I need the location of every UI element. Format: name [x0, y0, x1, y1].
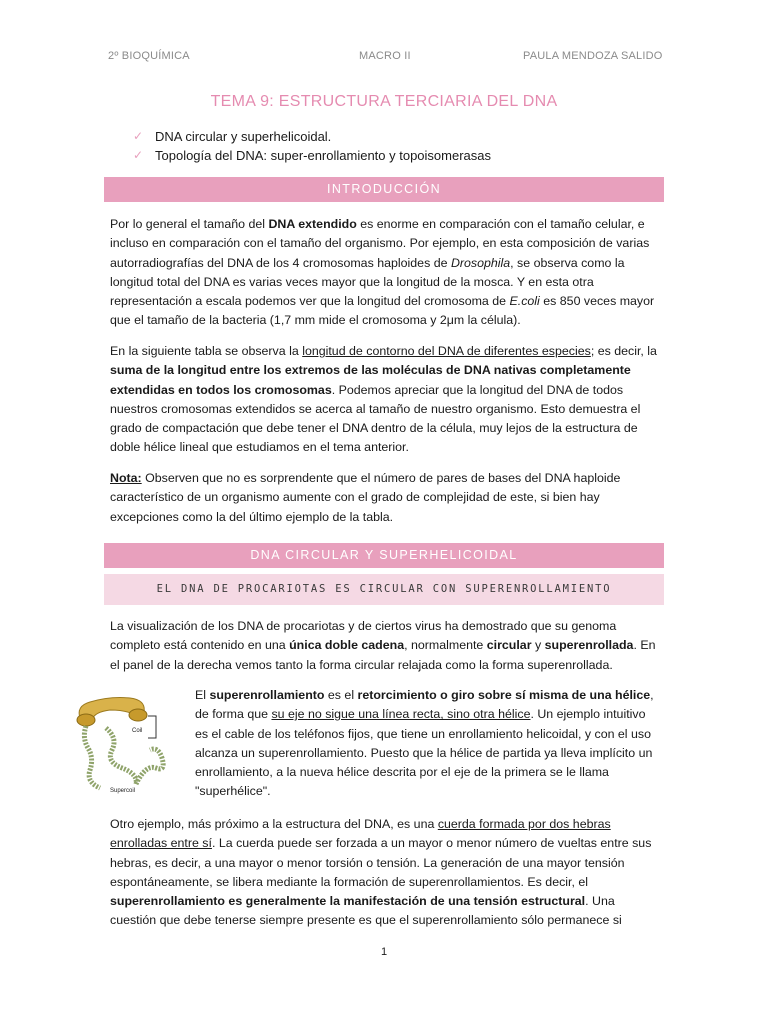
coil-label: Coil [132, 728, 143, 734]
checkmark-icon: ✓ [133, 129, 144, 143]
section-heading-intro: INTRODUCCIÓN [104, 177, 664, 202]
header-course: 2º BIOQUÍMICA [108, 50, 190, 62]
paragraph-intro-size: Por lo general el tamaño del DNA extendido es enorme en comparación con el tamaño celular, e incluso en comparación con el tamaño del organismo. Por ejemplo, en esta composición de varias autorradiografías del DNA de los 4 cromosomas haploides de Drosophila, se observa como la longitud total del DNA es varias veces mayor que la longitud de la mosca. Y en esta otra representación a escala podemos ver que la longitud del cromosoma de E.coli es 850 veces mayor que el tamaño de la bacteria (1,7 mm mide el cromosoma y 2μm la célula). [110, 217, 655, 328]
paragraph-prokaryote-dna: La visualización de los DNA de procariotas y de ciertos virus ha demostrado que su genoma completo está contenido en una única doble cadena, normalmente circular y superenrollada. En el panel de la derecha vemos tanto la forma circular relajada como la forma superenrollada. [110, 619, 656, 672]
section-heading-circular: DNA CIRCULAR Y SUPERHELICOIDAL [104, 543, 664, 568]
checklist-item: ✓ Topología del DNA: super-enrollamiento y topoisomerasas [133, 148, 492, 163]
telephone-cord-supercoil-figure [66, 688, 186, 800]
page-number: 1 [380, 946, 388, 958]
page-title: TEMA 9: ESTRUCTURA TERCIARIA DEL DNA [210, 93, 558, 110]
paragraph-supercoil-definition: El superenrollamiento es el retorcimiento o giro sobre sí misma de una hélice, de forma que su eje no sigue una línea recta, sino otra hélice. Un ejemplo intuitivo es el cable de los teléfonos fijos, que tiene un enrollamiento helicoidal, y con el uso alcanza un superenrollamiento. Puesto que la hélice de partida ya lleva implícito un enrollamiento, a la nueva hélice descrita por el eje de la primera se le llama "superhélice". [195, 688, 654, 799]
header-author: PAULA MENDOZA SALIDO [523, 50, 663, 62]
checklist-item: ✓ DNA circular y superhelicoidal. [133, 129, 332, 144]
checkmark-icon: ✓ [133, 148, 144, 162]
topic-checklist [133, 127, 491, 165]
subsection-heading-procariotas: EL DNA DE PROCARIOTAS ES CIRCULAR CON SUPERENROLLAMIENTO [104, 574, 664, 605]
supercoil-label: Supercoil [110, 788, 136, 794]
paragraph-note: Nota: Observen que no es sorprendente que el número de pares de bases del DNA haploide característico de un organismo aumente con el grado de complejidad de este, si bien hay excepciones como la del último ejemplo de la tabla. [110, 471, 621, 524]
paragraph-rope-example: Otro ejemplo, más próximo a la estructura del DNA, es una cuerda formada por dos hebras enrolladas entre sí. La cuerda puede ser forzada a un mayor o menor número de vueltas entre sus hebras, es decir, a una mayor o menor torsión o tensión. La generación de una mayor tensión espontáneamente, se libera mediante la formación de superenrollamientos. Es decir, el superenrollamiento es generalmente la manifestación de una tensión estructural. Una cuestión que debe tenerse siempre presente es que el superenrollamiento sólo permanece si [110, 817, 652, 928]
header-subject: MACRO II [359, 50, 411, 62]
paragraph-contour-length: En la siguiente tabla se observa la longitud de contorno del DNA de diferentes especies; es decir, la suma de la longitud entre los extremos de las moléculas de DNA nativas completamente extendidas en todos los cromosomas. Podemos apreciar que la longitud del DNA de todos nuestros cromosomas extendidos se acerca al tamaño de nuestro organismo. Esto demuestra el grado de compactación que debe tener el DNA dentro de la célula, muy lejos de la estructura de doble hélice lineal que estudiamos en el tema anterior. [110, 344, 657, 455]
